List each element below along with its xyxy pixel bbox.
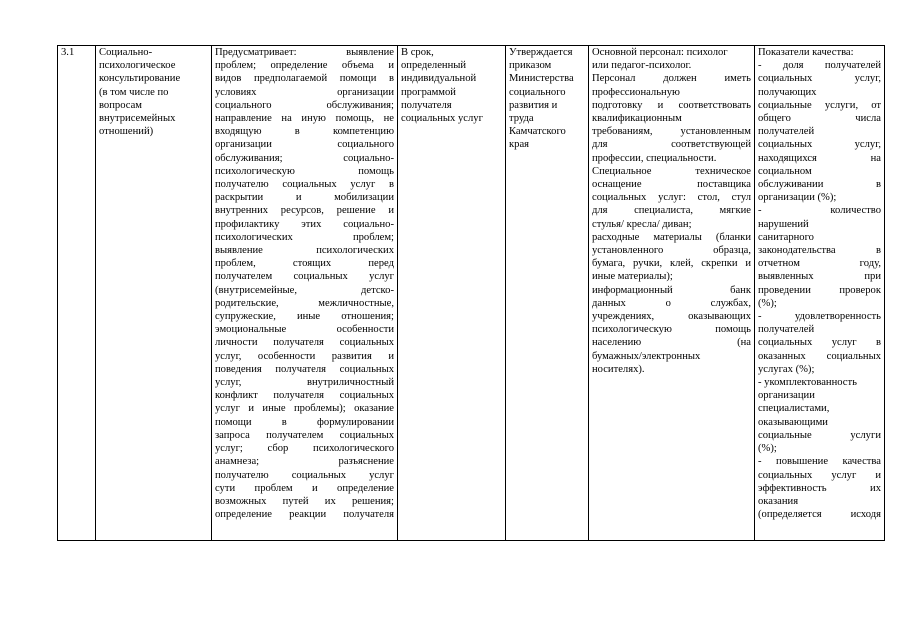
text-line: Предусматривает: выявление: [215, 47, 394, 58]
text-line: требованиям, установленным: [592, 126, 751, 138]
text-line: иные материалы);: [592, 271, 673, 283]
text-line: находящихся на: [758, 152, 881, 164]
text-line: отношений): [99, 126, 154, 138]
text-line: социальные услуги: [758, 429, 881, 441]
text-line: входящую в компетенцию: [215, 126, 394, 138]
text-line: общего числа: [758, 113, 881, 125]
text-line: квалификационным: [592, 113, 682, 125]
text-line: раскрытии и мобилизации: [215, 192, 394, 204]
text-line: оказанных социальных: [758, 350, 881, 362]
text-line: организации: [758, 390, 815, 402]
text-line: Камчатского: [509, 126, 566, 138]
services-table: [57, 45, 885, 541]
text-line: отчетном году,: [758, 258, 881, 270]
text-line: (%);: [758, 443, 777, 455]
service-conditions-cell: [589, 46, 755, 541]
text-line: личности получателя социальных: [215, 337, 394, 349]
text-line: (определяется исходя: [758, 509, 881, 521]
text-line: профессии, специальности.: [592, 152, 717, 164]
text-line: социальных услуг в: [758, 337, 881, 349]
text-line: Министерства: [509, 73, 574, 85]
text-line: санитарного: [758, 231, 814, 243]
text-line: для соответствующей: [592, 139, 751, 151]
text-line: услуг, особенности развития и: [215, 350, 394, 362]
item-number-cell: [58, 46, 96, 541]
text-line: выявленных при: [758, 271, 881, 283]
text-line: - количество: [758, 205, 881, 217]
text-line: получателю социальных услуг в: [215, 179, 394, 191]
text-line: супружеские, иные отношения;: [215, 311, 394, 323]
text-line: - доля получателей: [758, 60, 881, 72]
text-line: запроса получателем социальных: [215, 429, 394, 441]
text-line: населению (на: [592, 337, 751, 349]
text-line: подготовку и соответствовать: [592, 99, 751, 111]
text-line: получателей: [758, 324, 815, 336]
text-line: получающих: [758, 86, 817, 98]
text-line: специалистами,: [758, 403, 830, 415]
text-line: внутрисемейных: [99, 113, 176, 125]
text-line: психологическую помощь: [215, 165, 394, 177]
text-line: получателей: [758, 126, 815, 138]
text-line: или педагог-психолог.: [592, 60, 692, 72]
text-line: проблем, стоящих перед: [215, 258, 394, 270]
text-line: помощи в формулировании: [215, 416, 394, 428]
text-line: законодательства в: [758, 245, 881, 257]
text-line: консультирование: [99, 73, 181, 85]
text-line: психологических проблем;: [215, 231, 394, 243]
text-line: - укомплектованность: [758, 377, 857, 389]
text-line: проведении проверок: [758, 284, 881, 296]
text-line: внутренних ресурсов, решение и: [215, 205, 394, 217]
text-line: учреждениях, оказывающих: [592, 311, 751, 323]
text-line: определенный: [401, 60, 467, 72]
text-line: развития и: [509, 99, 558, 111]
service-term-cell: [398, 46, 506, 541]
text-line: Показатели качества:: [758, 47, 854, 58]
service-name-cell: [96, 46, 212, 541]
text-line: проблем; определение объема и: [215, 60, 394, 72]
text-line: труда: [509, 113, 534, 125]
text-line: родительские, межличностные,: [215, 297, 394, 309]
text-line: выявление психологических: [215, 245, 394, 257]
item-number: 3.1: [61, 47, 75, 58]
text-line: услугах (%);: [758, 363, 815, 375]
text-line: информационный банк: [592, 284, 751, 296]
text-line: (в том числе по: [99, 86, 169, 98]
text-line: бумага, ручки, клей, скрепки и: [592, 258, 751, 270]
text-line: (внутрисемейные, детско-: [215, 284, 394, 296]
text-line: края: [509, 139, 530, 151]
text-line: нарушений: [758, 218, 809, 230]
text-line: социальные услуги, от: [758, 99, 881, 111]
text-line: социального обслуживания;: [215, 99, 394, 111]
text-line: программой: [401, 86, 456, 98]
text-line: эффективность их: [758, 482, 881, 494]
text-line: данных о службах,: [592, 297, 751, 309]
text-line: Утверждается: [509, 47, 573, 58]
text-line: получателя: [401, 99, 452, 111]
text-line: получателю социальных услуг: [215, 469, 394, 481]
text-line: эмоциональные особенности: [215, 324, 394, 336]
text-line: оснащение поставщика: [592, 179, 751, 191]
text-line: обслуживании в: [758, 179, 881, 191]
text-line: услуг, внутриличностный: [215, 377, 394, 389]
text-line: В срок,: [401, 47, 434, 58]
table-row: [58, 46, 885, 541]
text-line: (%);: [758, 297, 777, 309]
text-line: конфликт получателя социальных: [215, 390, 394, 402]
text-line: организации (%);: [758, 192, 837, 204]
text-line: профессиональную: [592, 86, 680, 98]
text-line: психологическое: [99, 60, 176, 72]
text-line: Основной персонал: психолог: [592, 47, 728, 58]
text-line: установленного образца,: [592, 245, 751, 257]
service-price-cell: [506, 46, 589, 541]
text-line: - повышение качества: [758, 456, 881, 468]
text-line: услуг и иные проблемы); оказание: [215, 403, 394, 415]
text-line: стулья/ кресла/ диван;: [592, 218, 692, 230]
text-line: видов предполагаемой помощи в: [215, 73, 394, 85]
text-line: получателем социальных услуг: [215, 271, 394, 283]
text-line: анамнеза; разъяснение: [215, 456, 394, 468]
text-line: социальных услуг и: [758, 469, 881, 481]
text-line: обслуживания; социально-: [215, 152, 394, 164]
text-line: профилактику этих социально-: [215, 218, 394, 230]
text-line: социальном: [758, 165, 812, 177]
quality-indicators-cell: [755, 46, 885, 541]
text-line: социальных услуг,: [758, 73, 881, 85]
text-line: поведения получателя социальных: [215, 363, 394, 375]
text-line: расходные материалы (бланки: [592, 231, 751, 243]
text-line: Специальное техническое: [592, 165, 751, 177]
text-line: услуг; сбор психологического: [215, 443, 394, 455]
text-line: условиях организации: [215, 86, 394, 98]
text-line: бумажных/электронных: [592, 350, 701, 362]
text-line: психологическую помощь: [592, 324, 751, 336]
text-line: вопросам: [99, 99, 142, 111]
text-line: возможных путей их решения;: [215, 495, 394, 507]
text-line: оказания: [758, 495, 799, 507]
text-line: социальных услуг,: [758, 139, 881, 151]
text-line: индивидуальной: [401, 73, 477, 85]
text-line: направление на иную помощь, не: [215, 113, 394, 125]
text-line: организации социального: [215, 139, 394, 151]
text-line: сути проблем и определение: [215, 482, 394, 494]
text-line: носителях).: [592, 363, 645, 375]
text-line: социальных услуг: стол, стул: [592, 192, 751, 204]
text-line: оказывающими: [758, 416, 828, 428]
text-line: определение реакции получателя: [215, 509, 394, 521]
text-line: социальных услуг: [401, 113, 483, 125]
text-line: - удовлетворенность: [758, 311, 881, 323]
text-line: приказом: [509, 60, 552, 72]
text-line: социального: [509, 86, 566, 98]
text-line: для специалиста, мягкие: [592, 205, 751, 217]
service-content-cell: [212, 46, 398, 541]
text-line: Социально-: [99, 47, 153, 58]
text-line: Персонал должен иметь: [592, 73, 751, 85]
